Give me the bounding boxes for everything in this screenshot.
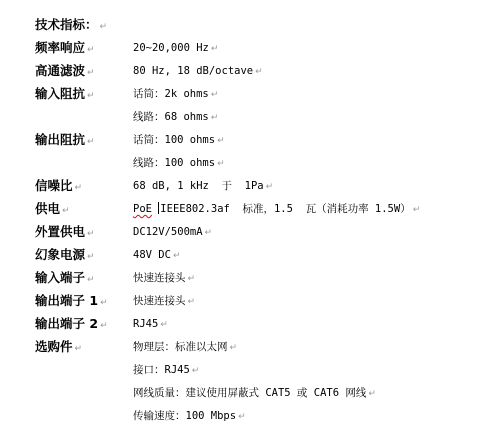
paragraph-mark: ↵ — [368, 389, 376, 399]
paragraph-mark: ↵ — [217, 136, 225, 146]
paragraph-mark: ↵ — [187, 297, 196, 307]
paragraph-mark: ↵ — [229, 343, 238, 353]
spec-value: 传输速度：100 Mbps ↵ — [133, 410, 246, 422]
spec-label: 输入阻抗 ↵ — [35, 86, 95, 101]
spec-label: 输出阻抗 ↵ — [35, 132, 95, 147]
paragraph-mark: ↵ — [87, 68, 95, 78]
spec-value: 线路：68 ohms ↵ — [133, 111, 219, 123]
paragraph-mark: ↵ — [74, 183, 83, 193]
spellcheck-word: PoE — [133, 203, 152, 215]
paragraph-mark: ↵ — [210, 90, 219, 100]
paragraph-mark: ↵ — [62, 206, 70, 216]
spec-label: 外置供电 ↵ — [35, 224, 95, 239]
spec-value: 接口：RJ45 ↵ — [133, 364, 200, 376]
spec-label: 选购件 ↵ — [35, 339, 83, 354]
spec-value: 话筒：100 ohms ↵ — [133, 134, 225, 146]
spec-value: 快速连接头 ↵ — [133, 272, 196, 284]
spec-label: 输入端子 ↵ — [35, 270, 95, 285]
spec-value: 快速连接头 ↵ — [133, 295, 196, 307]
paragraph-mark: ↵ — [187, 274, 196, 284]
spec-value: 物理层：标准以太网 ↵ — [133, 341, 238, 353]
paragraph-mark: ↵ — [74, 344, 83, 354]
spec-value: RJ45 ↵ — [133, 318, 168, 330]
paragraph-mark: ↵ — [160, 320, 168, 330]
paragraph-mark: ↵ — [265, 182, 274, 192]
spec-value: 线路：100 ohms ↵ — [133, 157, 225, 169]
spec-label: 高通滤波 ↵ — [35, 63, 95, 78]
paragraph-mark: ↵ — [87, 275, 95, 285]
spec-label: 信噪比 ↵ — [35, 178, 83, 193]
spec-value: 网线质量：建议使用屏蔽式 CAT5 或 CAT6 网线 ↵ — [133, 387, 376, 399]
paragraph-mark: ↵ — [99, 22, 108, 32]
paragraph-mark: ↵ — [191, 366, 200, 376]
paragraph-mark: ↵ — [87, 45, 95, 55]
paragraph-mark: ↵ — [100, 298, 108, 308]
paragraph-mark: ↵ — [210, 44, 219, 54]
spec-value: DC12V/500mA ↵ — [133, 226, 213, 238]
paragraph-mark: ↵ — [210, 113, 219, 123]
spec-label: 输出端子 1 ↵ — [35, 293, 108, 308]
paragraph-mark: ↵ — [238, 412, 246, 422]
paragraph-mark: ↵ — [204, 228, 213, 238]
paragraph-mark: ↵ — [412, 205, 421, 215]
spec-value: 话筒：2k ohms ↵ — [133, 88, 219, 100]
spec-heading-text: 技术指标： — [35, 17, 98, 32]
spec-value: 48V DC ↵ — [133, 249, 181, 261]
spec-label: 输出端子 2 ↵ — [35, 316, 108, 331]
spec-value: 68 dB, 1 kHz 于 1Pa ↵ — [133, 180, 274, 192]
spec-label: 供电 ↵ — [35, 201, 70, 216]
spec-value: PoE IEEE802.3af 标准，1.5 瓦（消耗功率 1.5W） ↵ — [133, 203, 421, 215]
paragraph-mark: ↵ — [255, 67, 263, 77]
paragraph-mark: ↵ — [87, 229, 95, 239]
paragraph-mark: ↵ — [87, 91, 95, 101]
paragraph-mark: ↵ — [87, 137, 95, 147]
spec-value: 20~20,000 Hz ↵ — [133, 42, 219, 54]
spec-label: 频率响应 ↵ — [35, 40, 95, 55]
paragraph-mark: ↵ — [87, 252, 95, 262]
paragraph-mark: ↵ — [100, 321, 108, 331]
spec-value: 80 Hz, 18 dB/octave ↵ — [133, 65, 263, 77]
spec-label: 幻象电源 ↵ — [35, 247, 95, 262]
paragraph-mark: ↵ — [217, 159, 225, 169]
spec-heading — [35, 14, 107, 36]
paragraph-mark: ↵ — [172, 251, 181, 261]
